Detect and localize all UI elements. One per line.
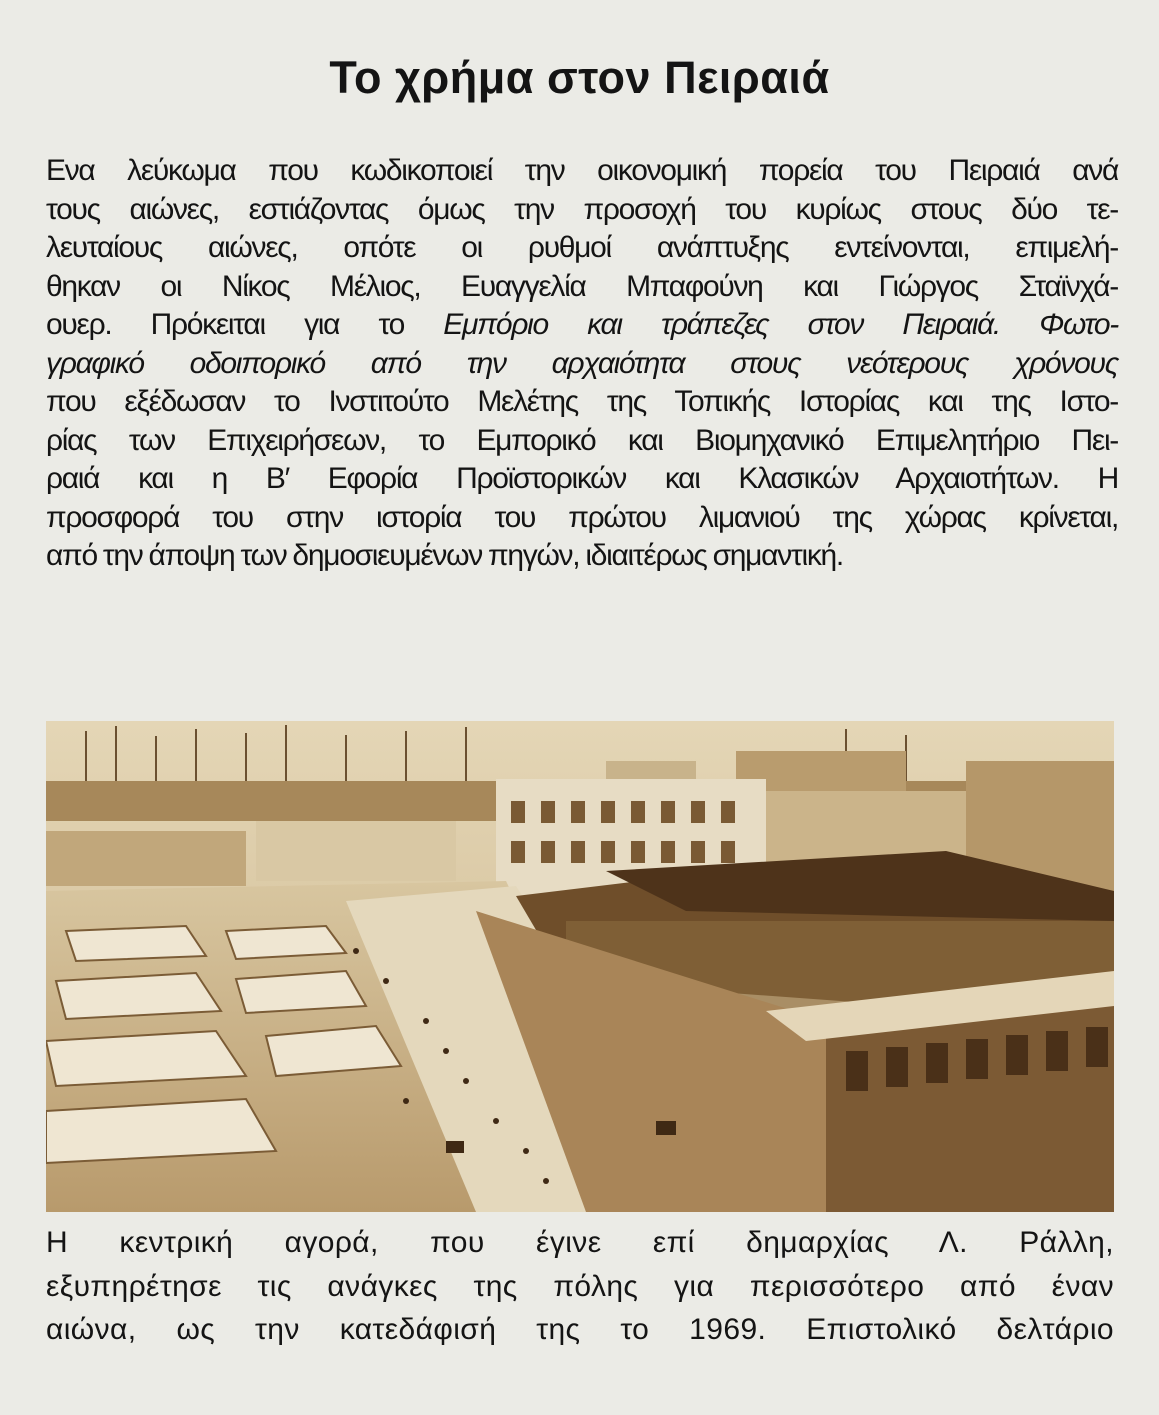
caption-line: εξυπηρέτησε τις ανάγκες της πόλης για περισσότερο από έναν [46, 1269, 1114, 1303]
historic-postcard-photo [46, 721, 1114, 1212]
caption-line: Η κεντρική αγορά, που έγινε επί δημαρχίας Λ. Ράλλη, [46, 1226, 1114, 1259]
body-line [46, 345, 1118, 384]
body-line: ρίας των Επιχειρήσεων, το Εμπορικό και Βιομηχανικό Επιμελητήριο Πει- [46, 423, 1118, 457]
caption-line: αιώνα, ως την κατεδάφισή της το 1969. Επιστολικό δελτάριο [46, 1313, 1114, 1346]
book-title-part: Εμπόριο και τράπεζες στον Πειραιά. Φωτο- [443, 308, 1118, 341]
body-line: από την άποψη των δημοσιευμένων πηγών, ιδιαιτέρως σημαντική. [46, 539, 843, 572]
body-line: Ενα λεύκωμα που κωδικοποιεί την οικονομική πορεία του Πειραιά ανά [46, 154, 1118, 187]
article-title: Το χρήμα στον Πειραιά [329, 52, 830, 103]
body-line: που εξέδωσαν το Ινστιτούτο Μελέτης της Τοπικής Ιστορίας και της Ιστο- [46, 385, 1118, 418]
body-line: τους αιώνες, εστιάζοντας όμως την προσοχή του κυρίως στους δύο τε- [46, 192, 1118, 226]
market-photo-illustration [46, 721, 1114, 1212]
body-line: ραιά και η Β′ Εφορία Προϊστορικών και Κλασικών Αρχαιοτήτων. Η [46, 462, 1118, 495]
book-title-part: γραφικό οδοιπορικό από την αρχαιότητα στους νεότερους χρόνους [46, 346, 1118, 380]
body-line: θηκαν οι Νίκος Μέλιος, Ευαγγελία Μπαφούνη και Γιώργος Σταϊνχά- [46, 269, 1118, 303]
photo-caption [46, 1221, 1114, 1352]
body-line: ουερ. Πρόκειται για το Εμπόριο και τράπεζες στον Πειραιά. Φωτο- [46, 308, 1118, 341]
article-body [46, 152, 1118, 576]
body-line: λευταίους αιώνες, οπότε οι ρυθμοί ανάπτυξης εντείνονται, επιμελή- [46, 231, 1118, 264]
body-line: προσφορά του στην ιστορία του πρώτου λιμανιού της χώρας κρίνεται, [46, 500, 1118, 534]
